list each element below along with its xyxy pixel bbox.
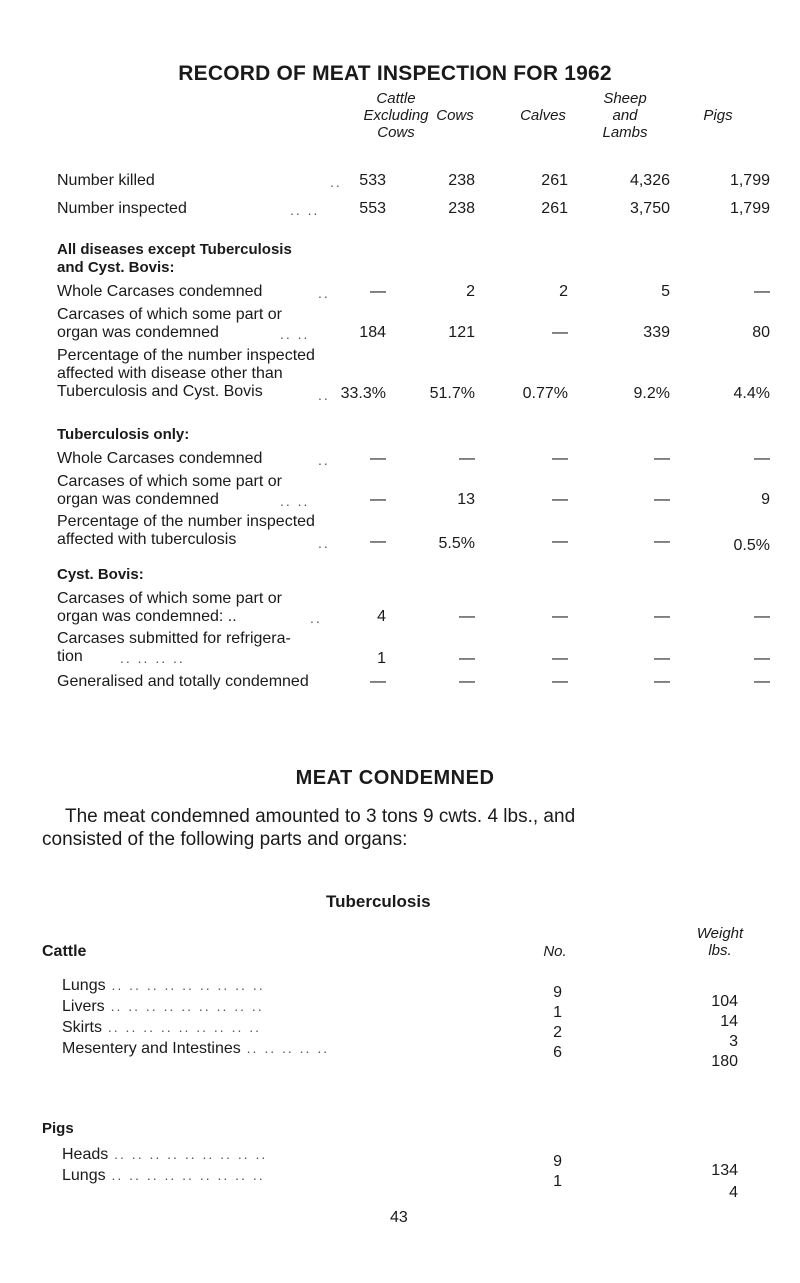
- cell-tb-pct-calves: —: [552, 533, 568, 550]
- cell-ad-pct-pigs: 4.4%: [733, 385, 770, 402]
- leader-dots: ..: [330, 174, 342, 190]
- row-label-tb-whole: Whole Carcases condemned: [57, 450, 263, 467]
- cell-ad-part-cattle: 184: [359, 324, 386, 341]
- cattle-weight-column: [711, 992, 738, 1072]
- col-header-cows: Cows: [436, 107, 474, 124]
- pigs-no-lungs: 1: [553, 1173, 562, 1190]
- leader-dots: ..: [318, 452, 330, 468]
- col-header-sheep: Sheep and Lambs: [602, 90, 648, 141]
- cattle-no-mesentery: 6: [553, 1044, 562, 1061]
- list-item: Skirts .. .. .. .. .. .. .. .. ..: [62, 1019, 262, 1036]
- cell-tb-part-cows: 13: [457, 491, 475, 508]
- cattle-no-column: [553, 983, 562, 1063]
- cell-killed-calves: 261: [541, 172, 568, 189]
- cell-ad-part-calves: —: [552, 324, 568, 341]
- section-heading-cyst-bovis: Cyst. Bovis:: [57, 566, 144, 583]
- row-label-tb-part: Carcases of which some part or organ was condemned: [57, 473, 282, 508]
- cell-tb-part-calves: —: [552, 491, 568, 508]
- cell-ad-whole-sheep: 5: [661, 283, 670, 300]
- row-label-ad-part: Carcases of which some part or organ was condemned: [57, 306, 282, 341]
- list-item: Heads .. .. .. .. .. .. .. .. ..: [62, 1146, 268, 1163]
- cell-cyst-refrig-calves: —: [552, 650, 568, 667]
- cell-tb-whole-cattle: —: [370, 450, 386, 467]
- pigs-no-column: [553, 1152, 562, 1192]
- group-heading-pigs: Pigs: [42, 1120, 74, 1137]
- list-item: Lungs .. .. .. .. .. .. .. .. ..: [62, 977, 265, 994]
- leader-dots: .. ..: [290, 202, 320, 218]
- cell-tb-part-cattle: —: [370, 491, 386, 508]
- cell-tb-whole-calves: —: [552, 450, 568, 467]
- leader-dots: ..: [310, 610, 322, 626]
- cell-cyst-general-calves: —: [552, 673, 568, 690]
- cattle-weight-livers: 14: [720, 1013, 738, 1030]
- cell-ad-part-cows: 121: [448, 324, 475, 341]
- cell-tb-whole-sheep: —: [654, 450, 670, 467]
- pigs-items-list: [62, 1144, 267, 1186]
- row-label-cyst-part: Carcases of which some part or organ was condemned: ..: [57, 590, 282, 625]
- cell-cyst-general-sheep: —: [654, 673, 670, 690]
- page-number: 43: [390, 1209, 408, 1226]
- cell-ad-whole-pigs: —: [754, 283, 770, 300]
- pigs-no-heads: 9: [553, 1153, 562, 1170]
- cell-ad-pct-calves: 0.77%: [522, 385, 568, 402]
- cell-killed-sheep: 4,326: [629, 172, 670, 189]
- cattle-no-livers: 1: [553, 1004, 562, 1021]
- section-title-meat-condemned: MEAT CONDEMNED: [295, 767, 495, 789]
- cell-tb-pct-pigs: 0.5%: [733, 537, 770, 554]
- row-label-cyst-refrig: Carcases submitted for refrigera- tion: [57, 630, 291, 665]
- leader-dots: .. ..: [280, 493, 310, 509]
- pigs-weight-heads: 134: [711, 1162, 738, 1179]
- cattle-weight-skirts: 3: [729, 1033, 738, 1050]
- subsection-title-tuberculosis: Tuberculosis: [326, 892, 431, 911]
- col-header-weight: Weight lbs.: [696, 925, 744, 959]
- list-item: Livers .. .. .. .. .. .. .. .. ..: [62, 998, 264, 1015]
- cell-cyst-refrig-cattle: 1: [377, 650, 386, 667]
- cell-tb-pct-sheep: —: [654, 533, 670, 550]
- cell-ad-pct-cows: 51.7%: [429, 385, 475, 402]
- cell-killed-cows: 238: [448, 172, 475, 189]
- cell-ad-part-sheep: 339: [643, 324, 670, 341]
- row-label-ad-whole: Whole Carcases condemned: [57, 283, 263, 300]
- cell-cyst-refrig-cows: —: [459, 650, 475, 667]
- cell-cyst-part-pigs: —: [754, 608, 770, 625]
- cell-killed-pigs: 1,799: [729, 172, 770, 189]
- leader-dots: ..: [318, 535, 330, 551]
- cell-tb-pct-cattle: —: [370, 533, 386, 550]
- leader-dots: ..: [318, 387, 330, 403]
- cell-cyst-part-cows: —: [459, 608, 475, 625]
- cell-inspected-cattle: 553: [359, 200, 386, 217]
- meat-condemned-paragraph: The meat condemned amounted to 3 tons 9 cwts. 4 lbs., and consisted of the following parts and organs:: [42, 806, 576, 850]
- cell-cyst-general-cattle: —: [370, 673, 386, 690]
- row-label-inspected: Number inspected: [57, 200, 187, 217]
- col-header-no: No.: [543, 943, 567, 960]
- section-heading-tb-only: Tuberculosis only:: [57, 426, 190, 443]
- cell-ad-part-pigs: 80: [752, 324, 770, 341]
- row-label-tb-pct: Percentage of the number inspected affected with tuberculosis: [57, 513, 315, 548]
- group-heading-cattle: Cattle: [42, 943, 87, 960]
- cell-cyst-part-calves: —: [552, 608, 568, 625]
- section-heading-all-diseases: All diseases except Tuberculosis and Cyst. Bovis:: [57, 241, 292, 276]
- cell-inspected-sheep: 3,750: [629, 200, 670, 217]
- cell-cyst-part-cattle: 4: [377, 608, 386, 625]
- cell-cyst-refrig-sheep: —: [654, 650, 670, 667]
- cattle-no-skirts: 2: [553, 1024, 562, 1041]
- cell-ad-whole-calves: 2: [559, 283, 568, 300]
- cattle-items-list: [62, 975, 329, 1059]
- leader-dots: .. ..: [280, 326, 310, 342]
- list-item: Mesentery and Intestines .. .. .. .. ..: [62, 1040, 330, 1057]
- cattle-weight-mesentery: 180: [711, 1053, 738, 1070]
- cell-cyst-general-cows: —: [459, 673, 475, 690]
- cell-inspected-cows: 238: [448, 200, 475, 217]
- cell-inspected-calves: 261: [541, 200, 568, 217]
- cell-cyst-general-pigs: —: [754, 673, 770, 690]
- cell-cyst-part-sheep: —: [654, 608, 670, 625]
- leader-dots: ..: [318, 285, 330, 301]
- cell-ad-whole-cattle: —: [370, 283, 386, 300]
- cell-tb-whole-cows: —: [459, 450, 475, 467]
- col-header-pigs: Pigs: [703, 107, 733, 124]
- row-label-cyst-general: Generalised and totally condemned: [57, 673, 309, 690]
- cell-tb-pct-cows: 5.5%: [438, 535, 475, 552]
- cell-ad-whole-cows: 2: [466, 283, 475, 300]
- cell-tb-whole-pigs: —: [754, 450, 770, 467]
- col-header-cattle: Cattle Excluding Cows: [363, 90, 429, 141]
- cell-ad-pct-sheep: 9.2%: [633, 385, 670, 402]
- cell-tb-part-sheep: —: [654, 491, 670, 508]
- cell-inspected-pigs: 1,799: [729, 200, 770, 217]
- cell-tb-part-pigs: 9: [761, 491, 770, 508]
- col-header-calves: Calves: [520, 107, 566, 124]
- pigs-weight-column: [711, 1160, 738, 1204]
- leader-dots: .. .. .. ..: [120, 650, 185, 666]
- cell-killed-cattle: 533: [359, 172, 386, 189]
- row-label-ad-pct: Percentage of the number inspected affected with disease other than Tuberculosis and Cyst. Bovis: [57, 347, 315, 400]
- cell-cyst-refrig-pigs: —: [754, 650, 770, 667]
- pigs-weight-lungs: 4: [729, 1184, 738, 1201]
- list-item: Lungs .. .. .. .. .. .. .. .. ..: [62, 1167, 265, 1184]
- cattle-no-lungs: 9: [553, 984, 562, 1001]
- row-label-killed: Number killed: [57, 172, 155, 189]
- cattle-weight-lungs: 104: [711, 993, 738, 1010]
- page-title: RECORD OF MEAT INSPECTION FOR 1962: [178, 62, 612, 85]
- cell-ad-pct-cattle: 33.3%: [340, 385, 386, 402]
